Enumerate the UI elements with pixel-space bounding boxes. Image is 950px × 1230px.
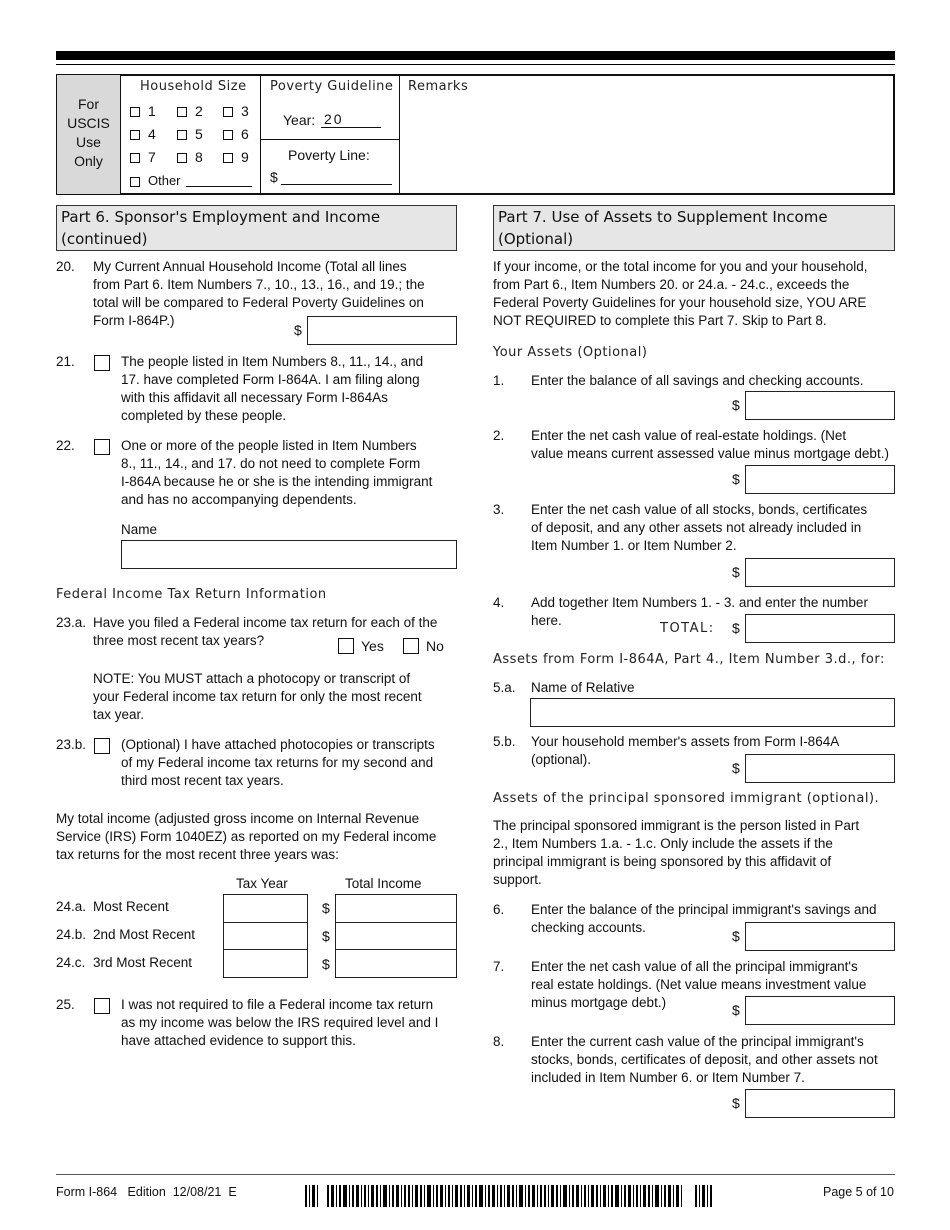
- text-line: completed by these people.: [121, 408, 287, 423]
- text-line: tax year.: [93, 707, 145, 722]
- tax-year-input[interactable]: [223, 922, 308, 950]
- text-line: My Current Annual Household Income (Total all lines: [93, 259, 407, 274]
- text-line: Service (IRS) Form 1040EZ) as reported on my Federal income: [56, 829, 437, 844]
- total-income-input[interactable]: [335, 949, 457, 978]
- household-member-assets-input[interactable]: [745, 754, 895, 783]
- principal-real-estate-input[interactable]: [745, 996, 895, 1025]
- savings-checking-input[interactable]: [745, 391, 895, 420]
- part6-title: Part 6. Sponsor's Employment and Income: [61, 208, 381, 226]
- form-edition: Form I-864 Edition 12/08/21 E: [56, 1185, 237, 1199]
- text-line: from Part 6. Item Numbers 7., 10., 13., 16., and 19.; the: [93, 277, 425, 292]
- text-line: your Federal income tax return for only the most recent: [93, 689, 422, 704]
- household-size-option: 9: [241, 149, 249, 165]
- divider: [261, 139, 399, 140]
- text-line: included in Item Number 6. or Item Number 7.: [531, 1070, 805, 1085]
- text-line: as my income was below the IRS required level and I: [121, 1015, 439, 1030]
- item-number: 5.a.: [493, 680, 516, 695]
- principal-stocks-input[interactable]: [745, 1089, 895, 1118]
- item-number: 7.: [493, 959, 505, 974]
- total-income-input[interactable]: [335, 894, 457, 923]
- item-22-checkbox[interactable]: [94, 439, 110, 455]
- text-line: NOT REQUIRED to complete this Part 7. Skip to Part 8.: [493, 313, 827, 328]
- year-value[interactable]: 20: [324, 111, 344, 127]
- text-line: total will be compared to Federal Poverty Guidelines on: [93, 295, 424, 310]
- household-size-2-checkbox[interactable]: [177, 107, 187, 117]
- name-of-relative-label: Name of Relative: [531, 680, 635, 695]
- household-size-label: Household Size: [140, 79, 247, 94]
- item-23b-checkbox[interactable]: [94, 738, 110, 754]
- item-number: 21.: [56, 354, 75, 369]
- text-line: stocks, bonds, certificates of deposit, and other assets not: [531, 1052, 878, 1067]
- household-size-3-checkbox[interactable]: [223, 107, 233, 117]
- name-input[interactable]: [121, 540, 457, 569]
- part6-subtitle: (continued): [61, 230, 148, 248]
- item-number: 24.b.: [56, 927, 87, 942]
- text-line: three most recent tax years?: [93, 633, 265, 648]
- household-other-field[interactable]: [186, 186, 252, 187]
- tax-year-input[interactable]: [223, 894, 308, 923]
- total-assets-input[interactable]: [745, 614, 895, 643]
- item-21-checkbox[interactable]: [94, 355, 110, 371]
- item-number: 8.: [493, 1034, 505, 1049]
- item-number: 3.: [493, 502, 505, 517]
- text-line: from Part 6., Item Numbers 20. or 24.a. - 24.c., exceeds the: [493, 277, 850, 292]
- item-21-text: [121, 353, 461, 425]
- dollar-sign: $: [732, 397, 740, 413]
- household-other-label: Other: [148, 173, 181, 188]
- part7-subtitle: (Optional): [498, 230, 574, 248]
- dollar-sign: $: [732, 564, 740, 580]
- item-8-text: [531, 1033, 901, 1087]
- item-number: 4.: [493, 595, 505, 610]
- poverty-line-field[interactable]: [281, 184, 392, 185]
- text-line: here.: [531, 613, 562, 628]
- total-label: TOTAL:: [660, 621, 715, 636]
- total-income-column-header: Total Income: [345, 876, 422, 891]
- text-line: The principal sponsored immigrant is the person listed in Part: [493, 818, 860, 833]
- dollar-sign: $: [732, 471, 740, 487]
- no-checkbox[interactable]: [403, 638, 419, 654]
- text-line: real estate holdings. (Net value means investment value: [531, 977, 867, 992]
- text-line: The people listed in Item Numbers 8., 11., 14., and: [121, 354, 424, 369]
- barcode: [305, 1185, 713, 1207]
- year-field[interactable]: [321, 127, 381, 128]
- dollar-sign: $: [732, 928, 740, 944]
- household-size-option: 2: [195, 103, 203, 119]
- item-3-text: [531, 501, 901, 555]
- dollar-sign: $: [270, 169, 278, 185]
- assets-from-heading: Assets from Form I-864A, Part 4., Item Number 3.d., for:: [493, 652, 885, 667]
- principal-intro: [493, 817, 903, 889]
- household-size-option: 7: [148, 149, 156, 165]
- footer-rule: [56, 1174, 895, 1175]
- item-number: 24.c.: [56, 955, 86, 970]
- for-uscis-text: Use: [76, 134, 101, 150]
- text-line: NOTE: You MUST attach a photocopy or transcript of: [93, 671, 411, 686]
- item-25-text: [121, 996, 461, 1050]
- household-size-option: 4: [148, 126, 156, 142]
- household-size-4-checkbox[interactable]: [130, 130, 140, 140]
- item-number: 23.b.: [56, 737, 87, 752]
- text-line: 17. have completed Form I-864A. I am filing along: [121, 372, 420, 387]
- household-size-other-checkbox[interactable]: [130, 177, 140, 187]
- text-line: of deposit, and any other assets not already included in: [531, 520, 862, 535]
- household-size-option: 6: [241, 126, 249, 142]
- text-line: and has no accompanying dependents.: [121, 492, 357, 507]
- text-line: principal immigrant is being sponsored by this affidavit of: [493, 854, 832, 869]
- top-thin-rule: [56, 64, 895, 65]
- item-22-text: [121, 437, 461, 509]
- part7-intro: [493, 258, 903, 330]
- total-income-input[interactable]: [335, 922, 457, 950]
- text-line: 8., 11., 14., and 17. do not need to complete Form: [121, 456, 421, 471]
- part7-title: Part 7. Use of Assets to Supplement Income: [498, 208, 828, 226]
- household-size-8-checkbox[interactable]: [177, 153, 187, 163]
- text-line: Enter the net cash value of real-estate holdings. (Net: [531, 428, 847, 443]
- household-size-7-checkbox[interactable]: [130, 153, 140, 163]
- part6-header: [56, 205, 457, 251]
- household-size-6-checkbox[interactable]: [223, 130, 233, 140]
- household-size-option: 5: [195, 126, 203, 142]
- text-line: My total income (adjusted gross income on Internal Revenue: [56, 811, 420, 826]
- poverty-line-label: Poverty Line:: [288, 147, 370, 163]
- name-of-relative-input[interactable]: [530, 698, 895, 727]
- for-uscis-text: For: [78, 96, 99, 112]
- text-line: checking accounts.: [531, 920, 646, 935]
- for-uscis-text: USCIS: [67, 115, 110, 131]
- poverty-guideline-label: Poverty Guideline: [270, 79, 394, 94]
- text-line: have attached evidence to support this.: [121, 1033, 356, 1048]
- text-line: Form I-864P.): [93, 313, 175, 328]
- dollar-sign: $: [732, 1002, 740, 1018]
- text-line: Have you filed a Federal income tax return for each of the: [93, 615, 438, 630]
- item-number: 5.b.: [493, 734, 516, 749]
- household-size-5-checkbox[interactable]: [177, 130, 187, 140]
- real-estate-input[interactable]: [745, 465, 895, 494]
- household-size-option: 1: [148, 103, 156, 119]
- dollar-sign: $: [732, 1095, 740, 1111]
- no-label: No: [426, 638, 444, 654]
- text-line: of my Federal income tax returns for my second and: [121, 755, 434, 770]
- row-label: Most Recent: [93, 899, 169, 914]
- yes-checkbox[interactable]: [338, 638, 354, 654]
- text-line: Enter the balance of the principal immigrant's savings and: [531, 902, 877, 917]
- item-number: 1.: [493, 373, 505, 388]
- text-line: (Optional) I have attached photocopies or transcripts: [121, 737, 435, 752]
- top-thick-rule: [56, 51, 895, 60]
- text-line: Enter the net cash value of all the principal immigrant's: [531, 959, 858, 974]
- item-number: 20.: [56, 259, 75, 274]
- item-number: 25.: [56, 997, 75, 1012]
- principal-savings-input[interactable]: [745, 922, 895, 951]
- text-line: Your household member's assets from Form I-864A: [531, 734, 840, 749]
- dollar-sign: $: [322, 956, 330, 972]
- text-line: 2., Item Numbers 1.a. - 1.c. Only include the assets if the: [493, 836, 833, 851]
- item-number: 2.: [493, 428, 505, 443]
- text-line: support.: [493, 872, 542, 887]
- dollar-sign: $: [732, 760, 740, 776]
- tax-year-column-header: Tax Year: [236, 876, 288, 891]
- text-line: One or more of the people listed in Item Numbers: [121, 438, 417, 453]
- tax-year-input[interactable]: [223, 949, 308, 978]
- household-size-option: 3: [241, 103, 249, 119]
- principal-assets-heading: Assets of the principal sponsored immigrant (optional).: [493, 791, 880, 806]
- for-uscis-text: Only: [74, 153, 103, 169]
- dollar-sign: $: [294, 322, 302, 338]
- household-size-9-checkbox[interactable]: [223, 153, 233, 163]
- dollar-sign: $: [732, 620, 740, 636]
- text-line: Add together Item Numbers 1. - 3. and enter the number: [531, 595, 868, 610]
- household-income-input[interactable]: [307, 316, 457, 345]
- item-25-checkbox[interactable]: [94, 998, 110, 1014]
- item-1-text: Enter the balance of all savings and checking accounts.: [531, 373, 864, 388]
- item-number: 6.: [493, 902, 505, 917]
- row-label: 3rd Most Recent: [93, 955, 193, 970]
- dollar-sign: $: [322, 900, 330, 916]
- text-line: tax returns for the most recent three years was:: [56, 847, 339, 862]
- text-line: minus mortgage debt.): [531, 995, 667, 1010]
- page-number: Page 5 of 10: [823, 1185, 894, 1199]
- dollar-sign: $: [322, 928, 330, 944]
- row-label: 2nd Most Recent: [93, 927, 196, 942]
- yes-label: Yes: [361, 638, 384, 654]
- text-line: value means current assessed value minus mortgage debt.): [531, 446, 889, 461]
- name-label: Name: [121, 522, 158, 537]
- text-line: I was not required to file a Federal income tax return: [121, 997, 434, 1012]
- tax-section-heading: Federal Income Tax Return Information: [56, 587, 327, 602]
- household-size-option: 8: [195, 149, 203, 165]
- divider: [260, 75, 261, 194]
- note-text: [93, 670, 463, 724]
- stocks-bonds-input[interactable]: [745, 558, 895, 587]
- item-number: 24.a.: [56, 899, 87, 914]
- text-line: If your income, or the total income for you and your household,: [493, 259, 868, 274]
- part7-header: [493, 205, 895, 251]
- for-uscis-use-only: [57, 75, 121, 194]
- remarks-label: Remarks: [408, 79, 469, 94]
- text-line: third most recent tax years.: [121, 773, 284, 788]
- household-size-1-checkbox[interactable]: [130, 107, 140, 117]
- text-line: Item Number 1. or Item Number 2.: [531, 538, 737, 553]
- text-line: (optional).: [531, 752, 592, 767]
- text-line: Enter the net cash value of all stocks, bonds, certificates: [531, 502, 868, 517]
- year-label: Year:: [283, 112, 316, 128]
- item-23b-text: [121, 736, 461, 790]
- text-line: Federal Poverty Guidelines for your household size, YOU ARE: [493, 295, 867, 310]
- divider: [399, 75, 400, 194]
- your-assets-heading: Your Assets (Optional): [493, 345, 648, 360]
- text-line: with this affidavit all necessary Form I-864As: [121, 390, 388, 405]
- item-2-text: [531, 427, 901, 463]
- text-line: I-864A because he or she is the intending immigrant: [121, 474, 433, 489]
- item-number: 22.: [56, 438, 75, 453]
- text-line: Enter the current cash value of the principal immigrant's: [531, 1034, 864, 1049]
- item-number: 23.a.: [56, 615, 87, 630]
- total-income-intro: [56, 810, 466, 864]
